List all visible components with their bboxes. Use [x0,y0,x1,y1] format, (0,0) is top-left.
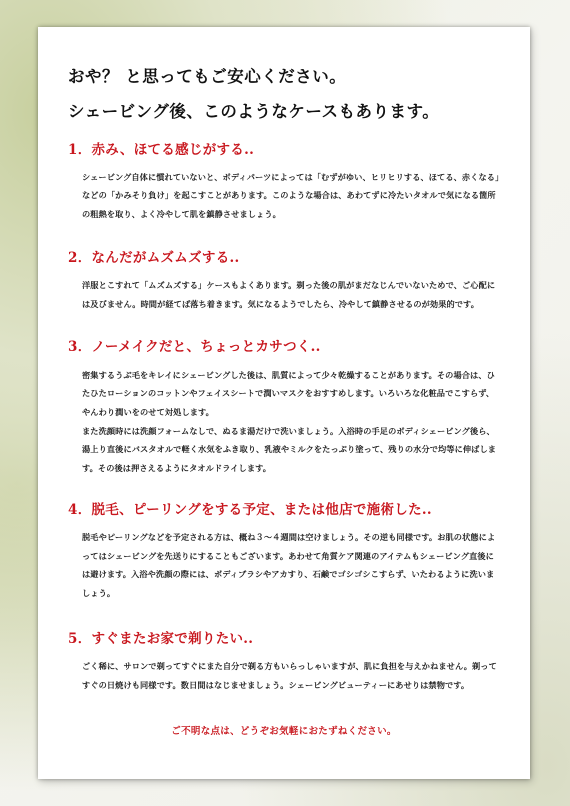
page-title-line-2: シェービング後、このようなケースもあります。 [68,101,440,121]
section-body [82,276,500,313]
section-shave-again [68,631,500,695]
section-body [82,657,500,694]
section-heading: 4．脱毛、ピーリングをする予定、または他店で施術した.. [68,501,432,518]
section-dryness [68,339,500,477]
page-title-line-1: おや？ と思ってもご安心ください。 [68,67,347,86]
section-body [82,528,500,603]
section-hair-removal [68,502,500,603]
section-paragraph: ごく稀に、サロンで剃ってすぐにまた自分で剃る方もいらっしゃいますが、肌に負担を与えかねません。剃ってすぐの日焼けも同様です。数日間はなじませましょう。シェービングビューティーにあせりは禁物です。 [82,661,497,690]
section-heading: 1．赤み、ほてる感じがする.. [68,141,255,158]
section-redness [68,142,500,224]
section-paragraph: 洋服とこすれて「ムズムズする」ケースもよくあります。剃った後の肌がまだなじんでいないためで、ご心配には及びません。時間が経てば落ち着きます。気になるようでしたら、冷やして鎮静させるのが効果的です。 [82,280,496,309]
section-body [82,366,500,478]
section-heading: 2．なんだがムズムズする.. [68,249,240,266]
section-body [82,168,500,224]
section-paragraph: シェービング自体に慣れていないと、ボディパーツによっては「むずがゆい、ヒリヒリする、ほてる、赤くなる」などの「かみそり負け」を起こすことがあります。このような場合は、あわてずに冷たいタオルで気になる箇所の粗熱を取り、よく冷やして肌を鎮静させましょう。 [82,171,500,220]
section-paragraph: 密集するうぶ毛をキレイにシェービングした後は、肌質によって少々乾燥することがあります。その場合は、ひたひたローションのコットンやフェイスシートで潤いマスクをおすすめします。いろいろな化粧品でこすらず、やんわり潤いをのせて対処します。 [82,369,495,418]
section-heading: 3．ノーメイクだと、ちょっとカサつく.. [68,339,321,356]
section-heading: 5．すぐまたお家で剃りたい.. [68,630,254,647]
section-paragraph: 脱毛やピーリングなどを予定される方は、概ね３～４週間は空けましょう。その逆も同様です。お肌の状態によってはシェービングを先送りにすることもございます。あわせて角質ケア関連のアイテムもシェービング直後には避けます。入浴や洗顔の際には、ボディブラシやアカすり、石鹸でゴシゴシこすらず、いたわるように洗いましょう。 [82,532,496,599]
document-sheet [38,27,530,779]
sections-list [68,142,500,695]
section-itchy [68,250,500,314]
section-paragraph: また洗顔時には洗顔フォームなしで、ぬるま湯だけで洗いましょう。入浴時の手足のボディシェービング後ら、湯上り直後にバスタオルで軽く水気をふき取り、乳液やミルクをたっぷり塗って、残りの水分で均等に伸ばします。その後は押さえるようにタオルドライします。 [82,425,497,474]
footer-note: ご不明な点は、どうぞお気軽におたずねください。 [171,726,397,737]
